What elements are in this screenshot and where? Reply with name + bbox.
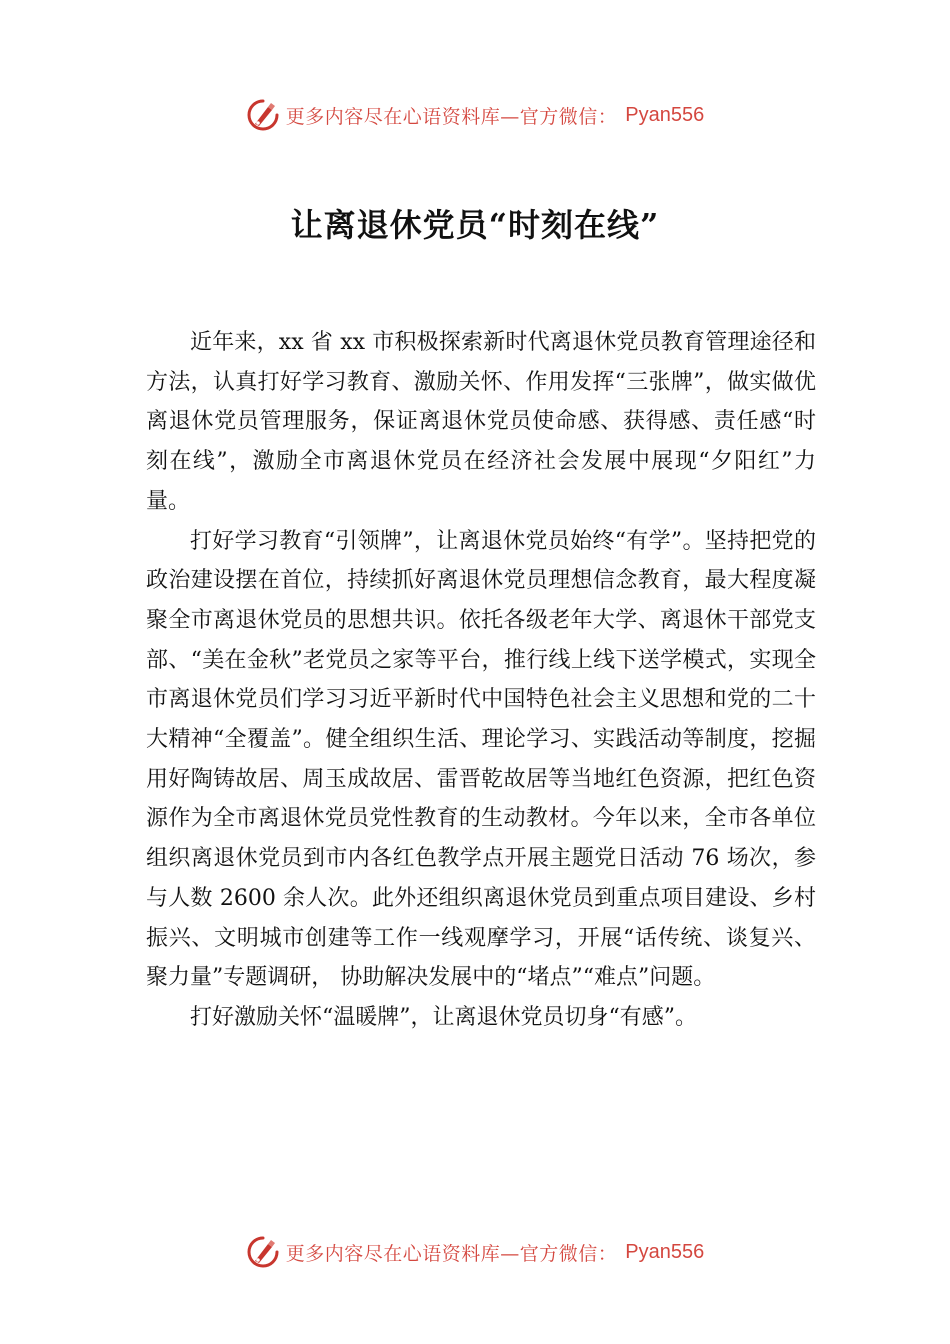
watermark-wechat-id: Pyan556 [625,1240,705,1263]
paragraph: 打好学习教育“引领牌”，让离退休党员始终“有学”。坚持把党的政治建设摆在首位，持续抓好离退休党员理想信念教育，最大程度凝聚全市离退休党员的思想共识。依托各级老年大学、离退休干部党支部、“美在金秋”老党员之家等平台，推行线上线下送学模式，实现全市离退休党员们学习习近平新时代中国特色社会主义思想和党的二十大精神“全覆盖”。健全组织生活、理论学习、实践活动等制度，挖掘用好陶铸故居、周玉成故居、雷晋乾故居等当地红色资源，把红色资源作为全市离退休党员党性教育的生动教材。今年以来，全市各单位组织离退休党员到市内各红色教学点开展主题党日活动 76 场次，参与人数 2600 余人次。此外还组织离退休党员到重点项目建设、乡村振兴、文明城市创建等工作一线观摩学习，开展“话传统、谈复兴、聚力量”专题调研， 协助解决发展中的“堵点”“难点”问题。 [146,528,816,991]
paragraph: 近年来，xx 省 xx 市积极探索新时代离退休党员教育管理途径和方法，认真打好学习教育、激励关怀、作用发挥“三张牌”，做实做优离退休党员管理服务，保证离退休党员使命感、获得感、责任感“时刻在线”，激励全市离退休党员在经济社会发展中展现“夕阳红”力量。 [146,330,816,514]
watermark-text: 更多内容尽在心语资料库—官方微信： [285,105,618,128]
pen-nib-circle-icon [246,1235,280,1269]
document-title: 让离退休党员“时刻在线” [290,206,660,244]
pen-nib-circle-icon [246,98,280,132]
document-body [146,323,816,1038]
watermark-wechat-id: Pyan556 [625,103,705,126]
header-watermark [0,95,950,135]
watermark-text: 更多内容尽在心语资料库—官方微信： [285,1242,618,1265]
paragraph: 打好激励关怀“温暖牌”，让离退休党员切身“有感”。 [190,1004,697,1030]
footer-watermark [0,1232,950,1272]
